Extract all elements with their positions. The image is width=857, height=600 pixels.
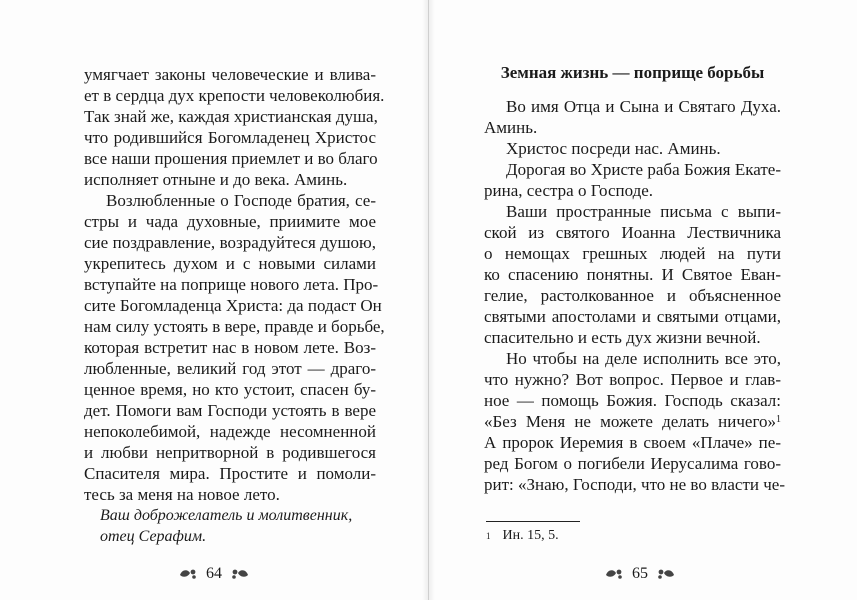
text-line: Аминь.	[484, 118, 538, 137]
text-line: исполняет отныне и до века. Аминь.	[84, 170, 348, 189]
page-number-text: 64	[206, 565, 222, 582]
text-line: непоколебимой, надежде несомненной	[84, 422, 376, 441]
text-line: святыми апостолами и святыми отцами,	[484, 307, 781, 326]
text-line: сие поздравление, возрадуйтеся душою,	[84, 233, 376, 252]
text-line: о немощах грешных людей на пути	[484, 244, 781, 263]
page-number-text: 65	[632, 565, 648, 582]
signature-block	[100, 505, 376, 547]
text-line: Во имя Отца и Сына и Святаго Духа.	[506, 97, 781, 116]
text-line: ное — помощь Божия. Господь сказал:	[484, 391, 781, 410]
text-line: вступайте на поприще нового лета. Про-	[84, 275, 379, 294]
text-line: ред Богом о погибели Иерусалима гово-	[484, 454, 781, 473]
text-line: ко спасению понятны. И Святое Еван-	[484, 265, 781, 284]
gutter-shadow	[422, 0, 428, 600]
text-line: которая встретит нас в новом лете. Воз-	[84, 338, 376, 357]
page-number-left	[178, 562, 250, 586]
text-line: Дорогая во Христе раба Божия Екате-	[506, 160, 781, 179]
text-line: нам силу устоять в вере, правде и борьбе,	[84, 317, 385, 336]
text-line: А пророк Иеремия в своем «Плаче» пе-	[484, 433, 781, 452]
right-page-body	[484, 96, 785, 495]
text-line: ценное время, но кто устоит, спасен бу-	[84, 380, 376, 399]
text-line: что родившийся Богомладенец Христос	[84, 128, 376, 147]
footnote-number: 1	[486, 531, 491, 541]
text-line: гелие, растолкованное и объясненное	[484, 286, 781, 305]
text-line: укрепитесь духом и с новыми силами	[84, 254, 376, 273]
text-line: умягчает законы человеческие и влива-	[84, 65, 376, 84]
text-line: стры и чада духовные, приимите мое	[84, 212, 376, 231]
text-line: Так знай же, каждая христианская душа,	[84, 107, 378, 126]
leaf-ornament-icon	[656, 567, 676, 581]
text-line: любленные, великий год этот — драго-	[84, 359, 376, 378]
left-page-body	[84, 64, 385, 505]
text-line: тесь за меня на новое лето.	[84, 485, 280, 504]
footnote	[486, 527, 559, 545]
signature-line: отец Серафим.	[100, 528, 207, 545]
footnote-marker[interactable]: 1	[776, 414, 781, 425]
text-line: дет. Помоги вам Господи устоять в вере	[84, 401, 376, 420]
text-line: и любви непритворной в родившегося	[84, 443, 376, 462]
text-line: рит: «Знаю, Господи, что не во власти че-	[484, 475, 785, 494]
text-line: все наши прошения приемлет и во благо	[84, 149, 378, 168]
text-line: Но чтобы на деле исполнить все это,	[506, 349, 781, 368]
text-line: ет в сердца дух крепости человеколюбия.	[84, 86, 385, 105]
text-line-with-footnote	[484, 411, 781, 432]
text-line: спасительно и есть дух жизни вечной.	[484, 328, 761, 347]
text-line: Спасителя мира. Простите и помоли-	[84, 464, 376, 483]
chapter-heading: Земная жизнь — поприще борьбы	[500, 63, 765, 82]
leaf-ornament-icon	[178, 567, 198, 581]
signature-line: Ваш доброжелатель и молитвенник,	[100, 507, 353, 524]
text-line: сите Богомладенца Христа: да подаст Он	[84, 296, 382, 315]
leaf-ornament-icon	[604, 567, 624, 581]
text-line: ской из святого Иоанна Лествичника	[484, 223, 781, 242]
text-line: Возлюбленные о Господе братия, се-	[106, 191, 376, 210]
page-number-right	[604, 562, 676, 586]
text-line: Ваши пространные письма с выпи-	[506, 202, 781, 221]
footnote-text: Ин. 15, 5.	[502, 528, 559, 543]
text-fragment: «Без Меня не можете делать ничего»	[484, 412, 776, 431]
text-line: Христос посреди нас. Аминь.	[506, 139, 721, 158]
text-line: рина, сестра о Господе.	[484, 181, 654, 200]
leaf-ornament-icon	[230, 567, 250, 581]
text-line: что нужно? Вот вопрос. Первое и глав-	[484, 370, 781, 389]
footnote-divider	[486, 521, 580, 522]
gutter-shadow	[429, 0, 435, 600]
